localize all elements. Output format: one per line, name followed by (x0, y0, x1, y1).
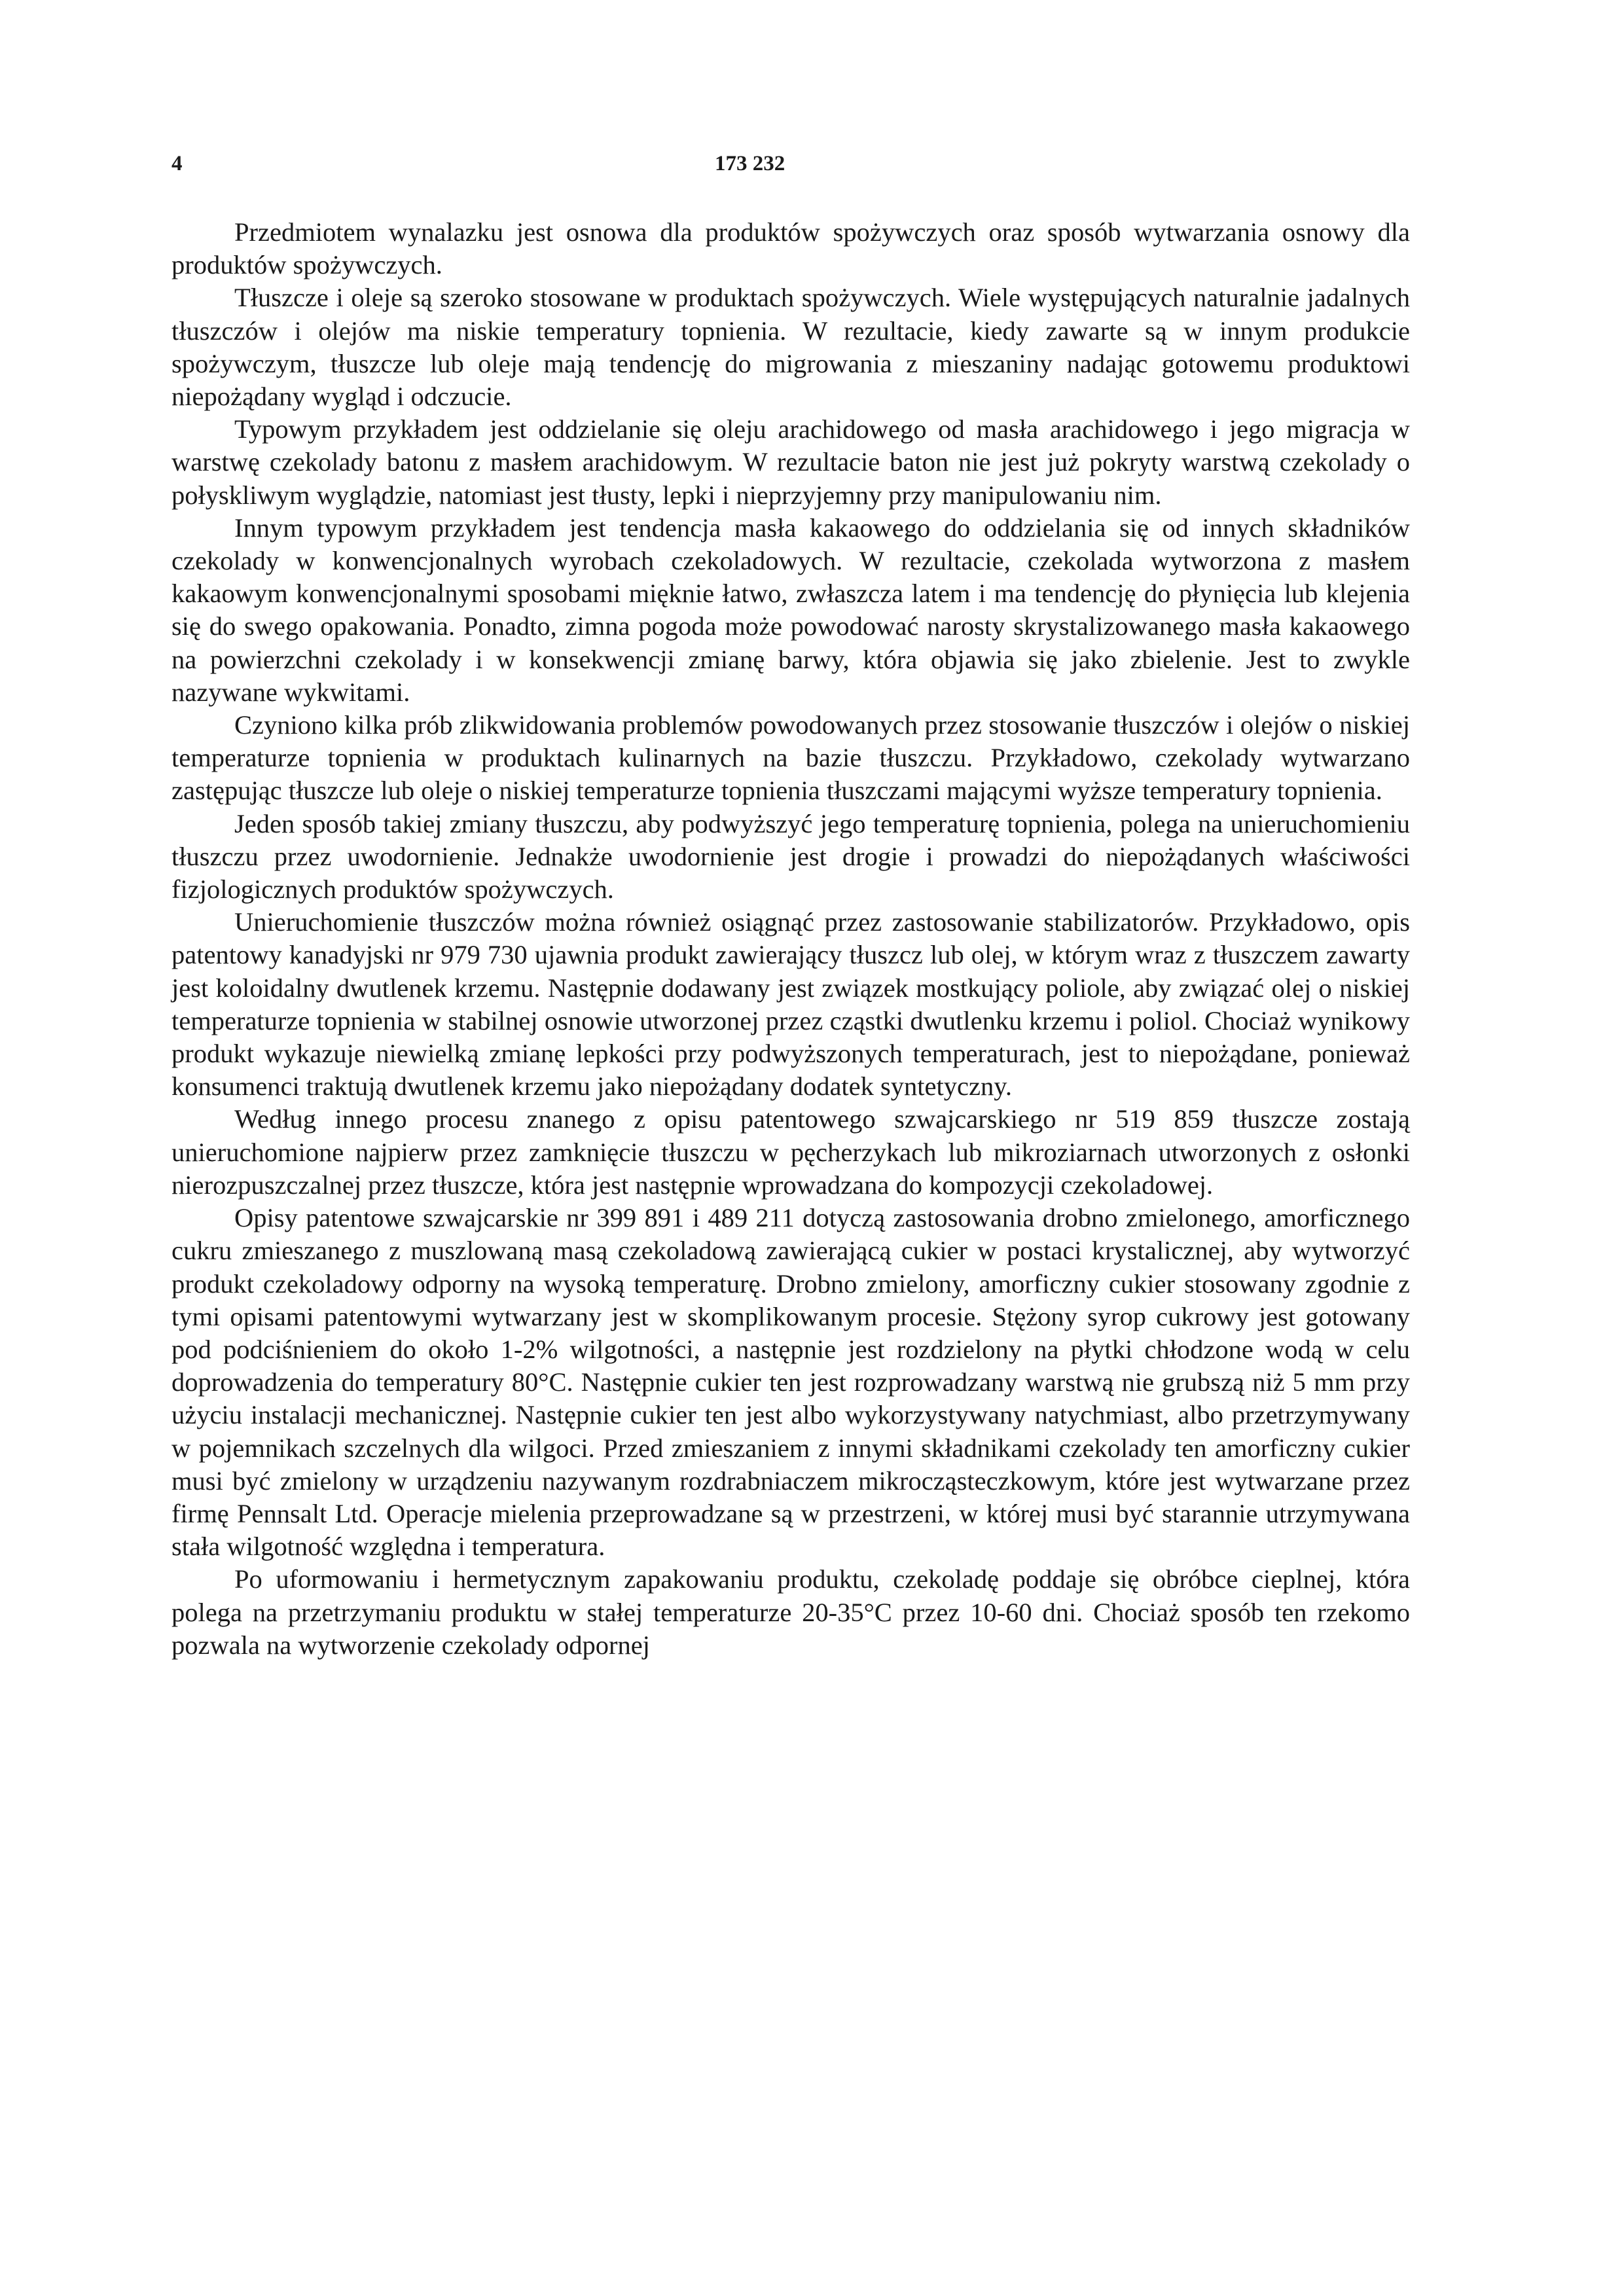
page-header (171, 152, 1454, 191)
document-number: 173 232 (715, 152, 785, 175)
paragraph: Według innego procesu znanego z opisu patentowego szwajcarskiego nr 519 859 tłuszcze zostają unieruchomione najpierw przez zamknięcie tłuszczu w pęcherzykach lub mikroziarnach utworzonych z osłonki nierozpuszczalnej przez tłuszcze, która jest następnie wprowadzana do kompozycji czekoladowej. (171, 1104, 1410, 1200)
paragraph: Unieruchomienie tłuszczów można również osiągnąć przez zastosowanie stabilizatorów. Przykładowo, opis patentowy kanadyjski nr 979 730 ujawnia produkt zawierający tłuszcz lub olej, w którym wraz z tłuszczem zawarty jest koloidalny dwutlenek krzemu. Następnie dodawany jest związek mostkujący poliole, aby związać olej o niskiej temperaturze topnienia w stabilnej osnowie utworzonej przez cząstki dwutlenku krzemu i poliol. Chociaż wynikowy produkt wykazuje niewielką zmianę lepkości przy podwyższonych temperaturach, jest to niepożądane, ponieważ konsumenci traktują dwutlenek krzemu jako niepożądany dodatek syntetyczny. (171, 907, 1410, 1102)
page-number: 4 (171, 152, 183, 175)
paragraph: Przedmiotem wynalazku jest osnowa dla produktów spożywczych oraz sposób wytwarzania osnowy dla produktów spożywczych. (171, 217, 1410, 280)
paragraph: Opisy patentowe szwajcarskie nr 399 891 i 489 211 dotyczą zastosowania drobno zmielonego, amorficznego cukru zmieszanego z muszlowaną masą czekoladową zawierającą cukier w postaci krystalicznej, aby wytworzyć produkt czekoladowy odporny na wysoką temperaturę. Drobno zmielony, amorficzny cukier stosowany zgodnie z tymi opisami patentowymi wytwarzany jest w skomplikowanym procesie. Stężony syrop cukrowy jest gotowany pod podciśnieniem do około 1-2% wilgotności, a następnie jest rozdzielony na płytki chłodzone wodą w celu doprowadzenia do temperatury 80°C. Następnie cukier ten jest rozprowadzany warstwą nie grubszą niż 5 mm przy użyciu instalacji mechanicznej. Następnie cukier ten jest albo wykorzystywany natychmiast, albo przetrzymywany w pojemnikach szczelnych dla wilgoci. Przed zmieszaniem z innymi składnikami czekolady ten amorficzny cukier musi być zmielony w urządzeniu nazywanym rozdrabniaczem mikrocząsteczkowym, które jest wytwarzane przez firmę Pennsalt Ltd. Operacje mielenia przeprowadzane są w przestrzeni, w której musi być starannie utrzymywana stała wilgotność względna i temperatura. (171, 1203, 1410, 1562)
paragraph: Innym typowym przykładem jest tendencja masła kakaowego do oddzielania się od innych składników czekolady w konwencjonalnych wyrobach czekoladowych. W rezultacie, czekolada wytworzona z masłem kakaowym konwencjonalnymi sposobami mięknie łatwo, zwłaszcza latem i ma tendencję do płynięcia lub klejenia się do swego opakowania. Ponadto, zimna pogoda może powodować narosty skrystalizowanego masła kakaowego na powierzchni czekolady i w konsekwencji zmianę barwy, która objawia się jako zbielenie. Jest to zwykle nazywane wykwitami. (171, 512, 1410, 707)
paragraph: Typowym przykładem jest oddzielanie się oleju arachidowego od masła arachidowego i jego migracja w warstwę czekolady batonu z masłem arachidowym. W rezultacie baton nie jest już pokryty warstwą czekolady o połyskliwym wyglądzie, natomiast jest tłusty, lepki i nieprzyjemny przy manipulowaniu nim. (171, 414, 1410, 510)
paragraph: Jeden sposób takiej zmiany tłuszczu, aby podwyższyć jego temperaturę topnienia, polega na unieruchomieniu tłuszczu przez uwodornienie. Jednakże uwodornienie jest drogie i prowadzi do niepożądanych właściwości fizjologicznych produktów spożywczych. (171, 808, 1410, 905)
paragraph: Tłuszcze i oleje są szeroko stosowane w produktach spożywczych. Wiele występujących naturalnie jadalnych tłuszczów i olejów ma niskie temperatury topnienia. W rezultacie, kiedy zawarte są w innym produkcie spożywczym, tłuszcze lub oleje mają tendencję do migrowania z mieszaniny nadając gotowemu produktowi niepożądany wygląd i odczucie. (171, 283, 1410, 412)
paragraph: Po uformowaniu i hermetycznym zapakowaniu produktu, czekoladę poddaje się obróbce cieplnej, która polega na przetrzymaniu produktu w stałej temperaturze 20-35°C przez 10-60 dni. Chociaż sposób ten rzekomo pozwala na wytworzenie czekolady odpornej (171, 1564, 1410, 1660)
paragraph: Czyniono kilka prób zlikwidowania problemów powodowanych przez stosowanie tłuszczów i olejów o niskiej temperaturze topnienia w produktach kulinarnych na bazie tłuszczu. Przykładowo, czekolady wytwarzano zastępując tłuszcze lub oleje o niskiej temperaturze topnienia tłuszczami mającymi wyższe temperatury topnienia. (171, 710, 1410, 806)
document-body (171, 216, 1410, 1662)
